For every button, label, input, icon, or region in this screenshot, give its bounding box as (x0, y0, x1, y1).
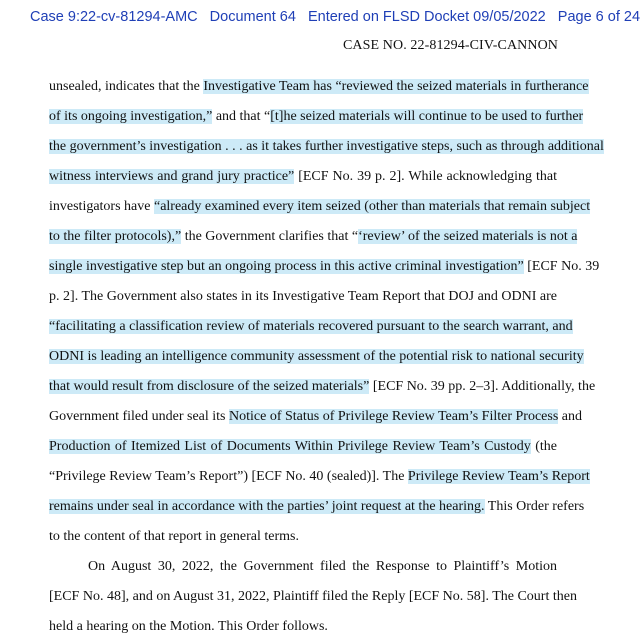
text-run: unsealed, indicates that the (49, 79, 204, 94)
text-line (49, 228, 578, 246)
highlighted-text: of its ongoing investigation,” (49, 109, 213, 124)
text-run: (the (530, 439, 557, 454)
text-line (49, 588, 577, 606)
text-run: This Order refers (484, 499, 585, 514)
text-line (49, 468, 590, 486)
text-line (49, 618, 557, 636)
highlighted-text: witness interviews and grand jury practice” (49, 169, 295, 184)
text-run: [ECF No. 48], and on August 31, 2022, Plaintiff filed the Reply [ECF No. 58]. The Court then (49, 589, 577, 604)
text-run: On August 30, 2022, the Government filed the Response to Plaintiff’s Motion (88, 559, 557, 574)
text-line (49, 438, 557, 456)
text-run: and that “ (212, 109, 271, 124)
text-line (49, 348, 584, 366)
text-run: p. 2]. The Government also states in its Investigative Team Report that DOJ and ODNI are (49, 289, 557, 304)
highlighted-text: to the filter protocols),” (49, 229, 182, 244)
text-line (49, 408, 582, 426)
highlighted-text: Notice of Status of Privilege Review Team’s Filter Process (229, 409, 559, 424)
highlighted-text: [t]he seized materials will continue to be used to further (270, 109, 584, 124)
highlighted-text: remains under seal in accordance with the parties’ joint request at the hearing. (49, 499, 485, 514)
highlighted-text: Production of Itemized List of Documents Within Privilege Review Team’s Custody (49, 439, 531, 454)
text-run: [ECF No. 39 (523, 259, 600, 274)
text-run: Government filed under seal its (49, 409, 230, 424)
text-line (88, 558, 557, 576)
text-line (49, 288, 557, 306)
page-indicator: Page 6 of 24 (557, 9, 640, 25)
highlighted-text: “already examined every item seized (other than materials that remain subject (153, 199, 591, 214)
text-run: [ECF No. 39 p. 2]. While acknowledging that (294, 169, 557, 184)
court-filing-header (30, 9, 640, 25)
text-run: to the content of that report in general terms. (49, 529, 299, 544)
highlighted-text: Privilege Review Team’s Report (407, 469, 590, 484)
case-number: CASE NO. 22-81294-CIV-CANNON (342, 38, 558, 53)
highlighted-text: that would result from disclosure of the seized materials” (49, 379, 370, 394)
text-line (49, 258, 600, 276)
text-run: and (558, 409, 582, 424)
text-line (49, 528, 557, 546)
document-number: Document 64 (209, 9, 296, 25)
text-run: held a hearing on the Motion. This Order follows. (49, 619, 328, 634)
highlighted-text: Investigative Team has “reviewed the seized materials in furtherance (203, 79, 589, 94)
text-run: [ECF No. 39 pp. 2–3]. Additionally, the (369, 379, 596, 394)
text-line (49, 498, 585, 516)
highlighted-text: single investigative step but an ongoing process in this active criminal investigation” (49, 259, 524, 274)
text-line (49, 78, 589, 96)
text-line (49, 378, 596, 396)
text-run: investigators have (49, 199, 154, 214)
text-line (49, 318, 573, 336)
highlighted-text: “facilitating a classification review of materials recovered pursuant to the search warrant, and (49, 319, 573, 334)
highlighted-text: ODNI is leading an intelligence community assessment of the potential risk to national security (49, 349, 584, 364)
text-line (49, 108, 584, 126)
docket-entry: Entered on FLSD Docket 09/05/2022 (307, 9, 546, 25)
case-id: Case 9:22-cv-81294-AMC (30, 9, 198, 25)
text-line (49, 198, 591, 216)
text-line (49, 168, 557, 186)
text-run: the Government clarifies that “ (181, 229, 359, 244)
highlighted-text: ‘review’ of the seized materials is not a (358, 229, 578, 244)
text-line (49, 138, 604, 156)
highlighted-text: the government’s investigation . . . as it takes further investigative steps, such as through additional (49, 139, 604, 154)
text-run: “Privilege Review Team’s Report”) [ECF No. 40 (sealed)]. The (49, 469, 408, 484)
